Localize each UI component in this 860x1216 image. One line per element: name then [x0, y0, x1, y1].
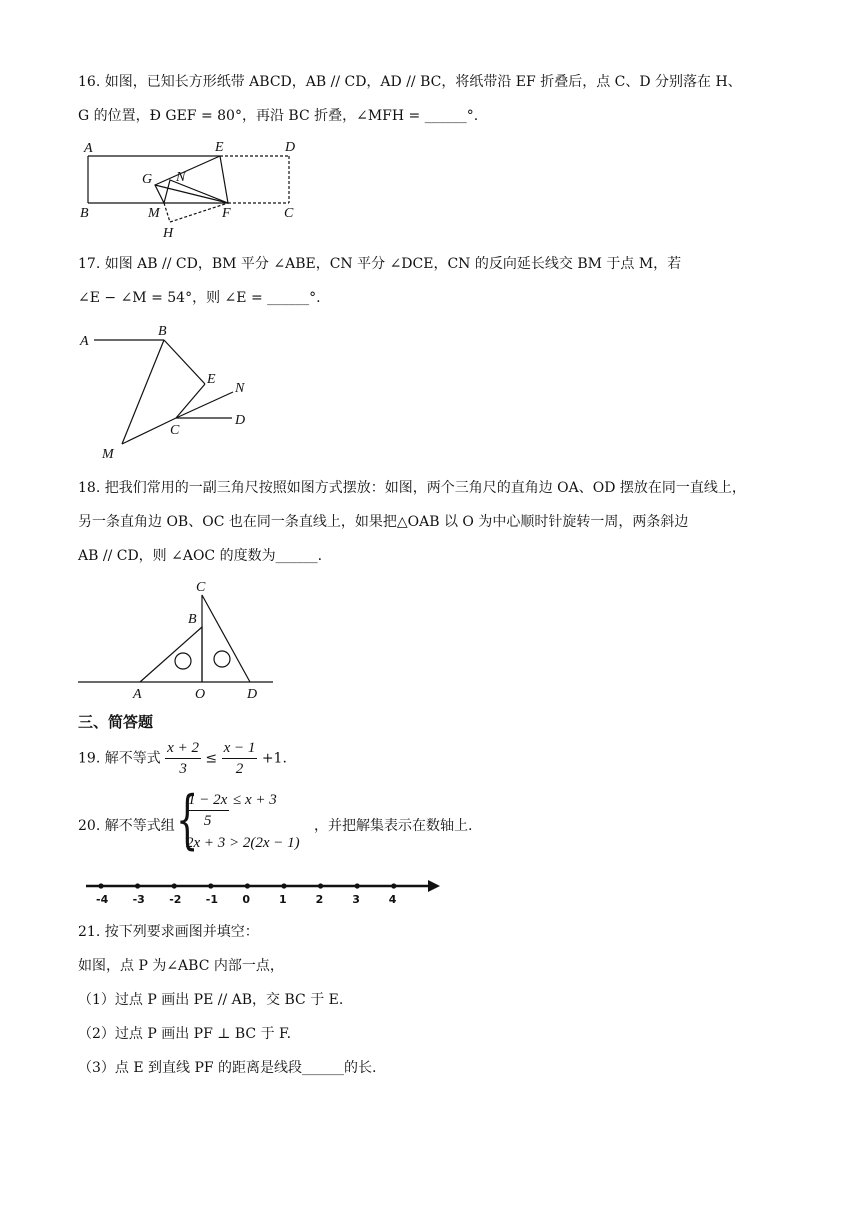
number-line-tick--2	[172, 883, 177, 888]
q20-eq2: 2x + 3 > 2(2x − 1)	[186, 835, 300, 851]
number-line-label--2: -2	[169, 893, 182, 906]
q19-prefix: 19. 解不等式	[78, 750, 161, 767]
q16-label-M: M	[148, 206, 160, 221]
q18-label-O: O	[195, 687, 206, 702]
q16-label-N: N	[176, 170, 186, 185]
q17-label-M: M	[102, 447, 114, 462]
q21-line2: 如图，点 P 为∠ABC 内部一点，	[78, 958, 284, 974]
q17-label-A: A	[80, 334, 89, 349]
q21-line1: 21. 按下列要求画图并填空：	[78, 924, 259, 940]
number-line-label-1: 1	[279, 893, 287, 906]
q17-label-D: D	[235, 413, 246, 428]
number-line-tick-1	[281, 883, 286, 888]
q16-label-H: H	[163, 226, 174, 241]
number-line-label-0: 0	[242, 893, 251, 906]
q20-prefix: 20. 解不等式组	[78, 818, 175, 834]
q20-suffix: ，并把解集表示在数轴上.	[314, 818, 473, 834]
q19-frac2-num: x − 1	[222, 738, 258, 759]
q19-op: ≤	[205, 750, 218, 767]
q17-label-N: N	[235, 381, 245, 396]
section-heading: 三、简答题	[78, 713, 154, 731]
q19-frac1-num: x + 2	[165, 738, 201, 759]
q18-label-C: C	[196, 580, 206, 595]
number-line-label-4: 4	[388, 893, 397, 906]
q21-line3: （1）过点 P 画出 PE // AB，交 BC 于 E.	[78, 992, 344, 1008]
q17-label-B: B	[158, 324, 167, 339]
q16-label-B: B	[80, 206, 89, 221]
q16-label-A: A	[84, 141, 93, 156]
q16-label-F: F	[222, 206, 231, 221]
q19-suffix: +1.	[261, 750, 287, 767]
q20-brace: {	[176, 783, 199, 857]
q16-label-E: E	[215, 140, 224, 155]
number-line-label--3: -3	[132, 893, 145, 906]
q19-frac1-den: 3	[179, 761, 187, 777]
q18-line3: AB // CD，则 ∠AOC 的度数为______.	[78, 548, 323, 564]
q16-label-G: G	[142, 172, 153, 187]
q20-eq1-num: 1 − 2x	[186, 790, 229, 811]
q21-line4: （2）过点 P 画出 PF ⊥ BC 于 F.	[78, 1026, 292, 1042]
number-line-label-2: 2	[315, 893, 324, 906]
number-line-label--1: -1	[205, 893, 219, 906]
q20-eq1-den: 5	[203, 813, 212, 829]
number-line-tick--3	[135, 883, 140, 888]
number-line-label--4: -4	[96, 893, 109, 906]
q16-line2: G 的位置，Ð GEF = 80°，再沿 BC 折叠，∠MFH = ______°.	[78, 108, 479, 124]
q18-line1: 18. 把我们常用的一副三角尺按照如图方式摆放：如图，两个三角尺的直角边 OA、OD 摆放在同一直线上，	[78, 480, 746, 496]
q17-line1: 17. 如图 AB // CD，BM 平分 ∠ABE，CN 平分 ∠DCE，CN 的反向延长线交 BM 于点 M，若	[78, 256, 682, 272]
q17-line2: ∠E − ∠M = 54°，则 ∠E = ______°.	[78, 290, 321, 306]
q18-label-D: D	[247, 687, 258, 702]
q17-label-E: E	[207, 372, 216, 387]
q16-label-D: D	[285, 140, 296, 155]
number-line-tick-3	[355, 883, 360, 888]
q18-line2: 另一条直角边 OB、OC 也在同一条直线上，如果把△OAB 以 O 为中心顺时针旋转一周，两条斜边	[78, 514, 689, 530]
number-line-label-3: 3	[352, 893, 360, 906]
q17-label-C: C	[170, 423, 180, 438]
number-line-tick-2	[318, 883, 323, 888]
q20-eq1-rest: ≤ x + 3	[233, 792, 277, 808]
q21-line5: （3）点 E 到直线 PF 的距离是线段______的长.	[78, 1060, 377, 1076]
q16-label-C: C	[284, 206, 294, 221]
q19-frac2-den: 2	[235, 761, 244, 777]
q18-label-B: B	[188, 612, 197, 627]
q16-line1: 16. 如图，已知长方形纸带 ABCD，AB // CD，AD // BC，将纸带沿 EF 折叠后，点 C、D 分别落在 H、	[78, 74, 742, 90]
number-line-tick-0	[245, 883, 250, 888]
number-line-tick--4	[98, 883, 103, 888]
q18-label-A: A	[133, 687, 142, 702]
number-line-tick-4	[391, 883, 396, 888]
number-line-tick--1	[208, 883, 213, 888]
